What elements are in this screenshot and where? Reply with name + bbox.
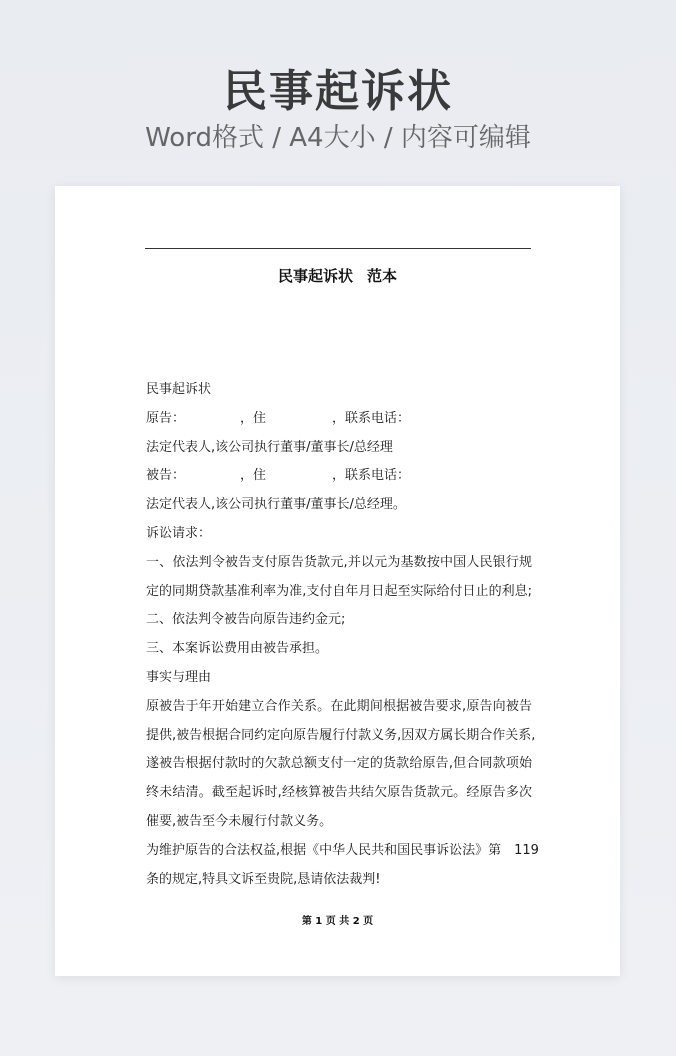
claim-line: 一、依法判令被告支付原告货款元,并以元为基数按中国人民银行规: [146, 554, 532, 570]
defendant-address-label: ，住: [240, 468, 267, 484]
hero-title: 民事起诉状: [223, 66, 453, 117]
facts-line: 催要,被告至今未履行付款义务。: [146, 813, 333, 829]
document-title-suffix: 范本: [367, 267, 398, 285]
plaintiff-address-label: ，住: [240, 410, 267, 426]
plaintiff-phone-label: ，联系电话：: [332, 410, 411, 426]
claim-line: 二、依法判令被告向原告违约金元;: [146, 612, 346, 628]
defendant-line: [146, 462, 532, 491]
facts-line: 原被告于年开始建立合作关系。在此期间根据被告要求,原告向被告: [146, 698, 532, 714]
plaintiff-label: 原告：: [146, 410, 186, 426]
defendant-representative: 法定代表人,该公司执行董事/董事长/总经理。: [146, 497, 406, 513]
facts-line: 遂被告根据付款时的欠款总额支付一定的货款给原告,但合同款项始: [146, 756, 532, 772]
header-rule: [145, 248, 531, 249]
document-title-main: 民事起诉状: [277, 267, 353, 285]
closing-line: 为维护原告的合法权益,根据《中华人民共和国民事诉讼法》第 119: [146, 842, 539, 858]
facts-heading: 事实与理由: [146, 669, 212, 685]
document-title: [55, 266, 620, 286]
facts-line: 终未结清。截至起诉时,经核算被告共结欠原告货款元。经原告多次: [146, 785, 532, 801]
plaintiff-representative: 法定代表人,该公司执行董事/董事长/总经理: [146, 439, 393, 455]
claims-heading: 诉讼请求：: [146, 525, 212, 541]
plaintiff-line: [146, 405, 532, 434]
claim-line: 定的同期贷款基准利率为准,支付自年月日起至实际给付日止的利息;: [146, 583, 532, 599]
claim-line: 三、本案诉讼费用由被告承担。: [146, 641, 329, 657]
defendant-label: 被告：: [146, 468, 186, 484]
closing-line: 条的规定,特具文诉至贵院,恳请依法裁判!: [146, 871, 381, 887]
document-heading: 民事起诉状: [146, 382, 212, 397]
document-body: [146, 376, 539, 894]
page-footer: 第 1 页 共 2 页: [301, 916, 374, 927]
document-page: [55, 186, 620, 976]
facts-line: 提供,被告根据合同约定向原告履行付款义务,因双方属长期合作关系,: [146, 727, 536, 743]
defendant-phone-label: ，联系电话：: [332, 468, 411, 484]
hero-subtitle: Word格式 / A4大小 / 内容可编辑: [145, 123, 531, 153]
